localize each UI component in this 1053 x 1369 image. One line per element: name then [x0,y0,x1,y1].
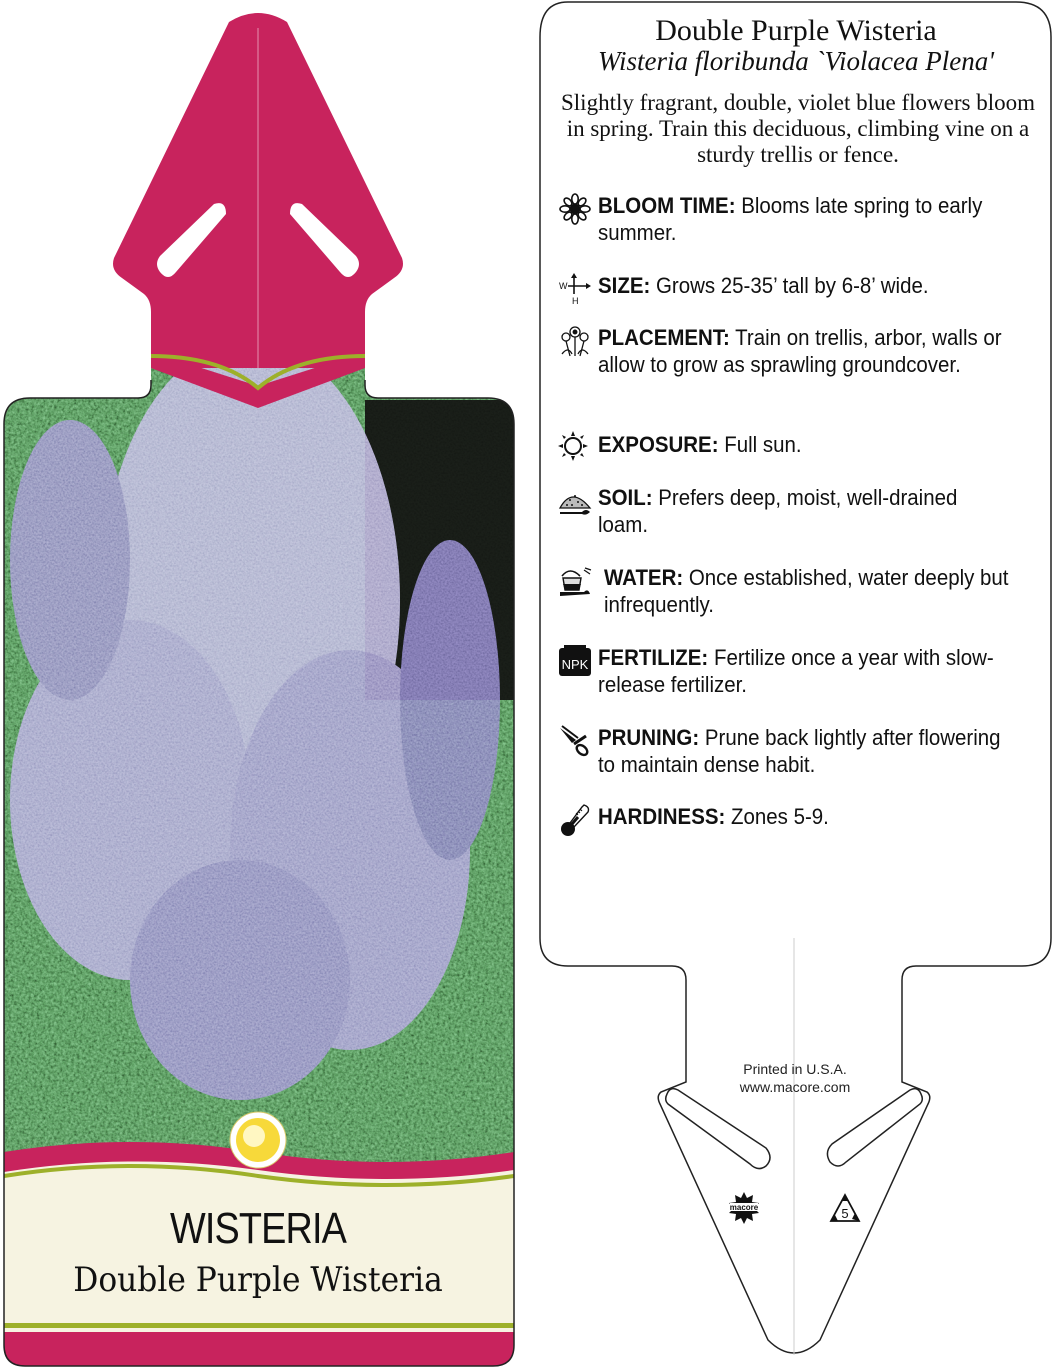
fertilize-text: Fertilize once a year with slow-release fertilizer. [598,645,994,697]
watering-can-icon [558,564,592,598]
size-label: SIZE: [598,273,651,298]
recycle-code-number: 5 [841,1206,849,1221]
front-tag-artwork [0,0,520,1369]
plant-variety-name: Double Purple Wisteria [73,1260,443,1300]
wisteria-photo [0,340,520,1190]
care-water [558,564,1028,624]
size-text: Grows 25-35’ tall by 6-8’ wide. [655,273,929,298]
water-label: WATER: [604,565,684,590]
botanical-name: Wisteria floribunda `Violacea Plena' [598,46,994,76]
sun-medallion-icon [230,1112,286,1168]
exposure-label: EXPOSURE: [598,432,719,457]
water-text: Once established, water deeply but infrequently. [604,565,1009,617]
back-tag [530,0,1053,1369]
fertilize-label: FERTILIZE: [598,645,709,670]
pruning-text: Prune back lightly after flowering to maintain dense habit. [598,725,1001,777]
hardiness-label: HARDINESS: [598,804,726,829]
size-arrows-icon [558,272,592,306]
front-tag [0,0,520,1369]
plant-placement-icon [558,324,592,358]
placement-label: PLACEMENT: [598,325,730,350]
printer-credit [685,1060,905,1096]
care-size [558,272,1028,306]
npk-label: NPK [561,657,589,672]
soil-pile-icon [558,484,592,518]
flower-icon [558,192,592,226]
plant-description: Slightly fragrant, double, violet blue flowers bloom in spring. Train this deciduous, climbing vine on a sturdy trellis or fence. [561,90,1035,167]
soil-text: Prefers deep, moist, well-drained loam. [598,485,958,537]
care-placement [558,324,1028,409]
macore-logo-icon [728,1191,760,1227]
care-bloom-time [558,192,1028,252]
care-pruning [558,724,1028,784]
size-h-label: H [572,296,579,306]
soil-label: SOIL: [598,485,653,510]
placement-text: Train on trellis, arbor, walls or allow to grow as sprawling groundcover. [598,325,1002,377]
exposure-text: Full sun. [724,432,802,457]
care-exposure [558,431,1028,465]
thermometer-icon [558,803,592,837]
care-hardiness [558,803,1028,837]
bloom-time-label: BLOOM TIME: [598,193,736,218]
recycle-code-icon [828,1192,862,1226]
care-fertilize [558,644,1028,704]
size-w-label: W [559,281,568,291]
brand-label: macore [729,1203,759,1212]
npk-fertilizer-icon [558,644,592,678]
bloom-time-text: Blooms late spring to early summer. [598,193,983,245]
printer-website: www.macore.com [739,1079,851,1095]
sun-icon [558,431,592,465]
pruning-label: PRUNING: [598,725,700,750]
back-plant-name: Double Purple Wisteria [655,14,937,47]
pruning-shears-icon [558,724,592,758]
care-soil [558,484,1028,544]
plant-common-name: WISTERIA [169,1204,347,1253]
printed-country: Printed in U.S.A. [743,1061,847,1077]
hardiness-text: Zones 5-9. [731,804,829,829]
